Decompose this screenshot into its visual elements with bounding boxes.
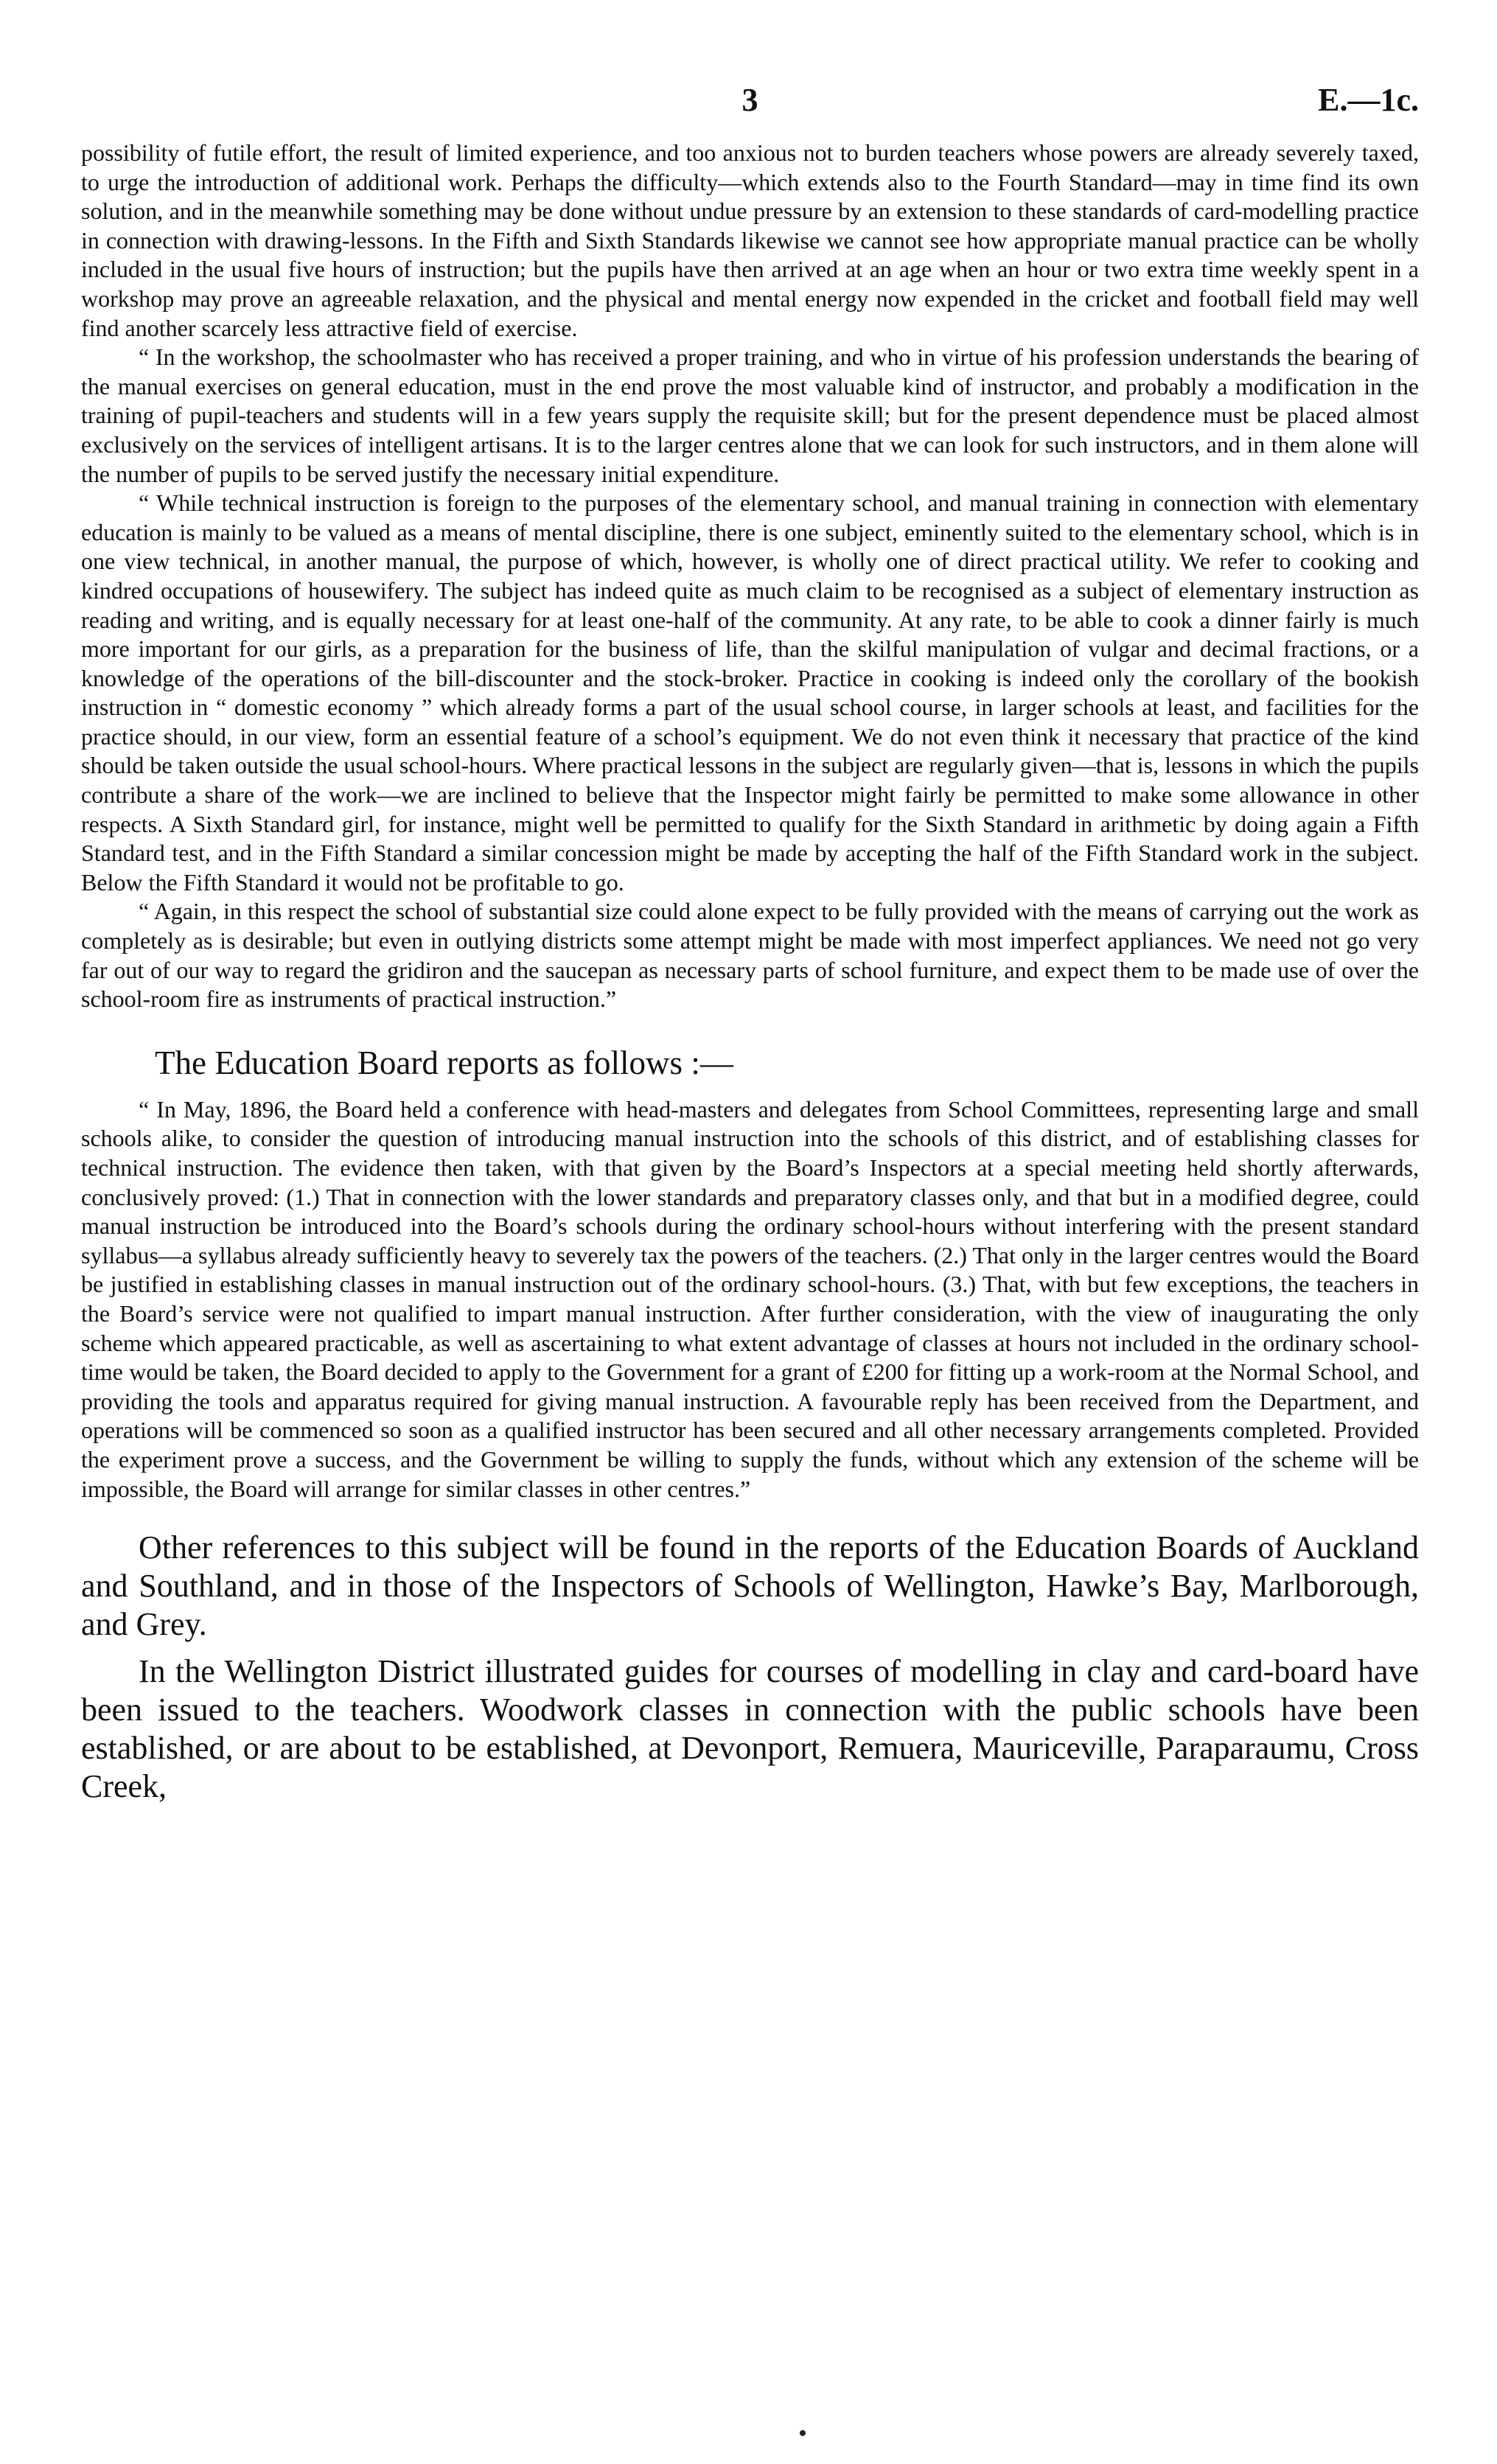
page-body bbox=[81, 139, 1419, 1806]
paragraph: “ In May, 1896, the Board held a conference with head-masters and delegates from School Committees, representing large and small schools alike, to consider the question of introducing manual instruction into the schools of this district, and of establishing classes for technical instruction. The evidence then taken, with that given by the Board’s Inspectors at a special meeting held shortly afterwards, conclusively proved: (1.) That in connection with the lower standards and preparatory classes only, and that but in a modified degree, could manual instruction be introduced into the Board’s schools during the ordinary school-hours without interfering with the present standard syllabus—a syllabus already sufficiently heavy to severely tax the powers of the teachers. (2.) That only in the larger centres would the Board be justified in establishing classes in manual instruction out of the ordinary school-hours. (3.) That, with but few exceptions, the teachers in the Board’s service were not qualified to impart manual instruction. After further consideration, with the view of inaugurating the only scheme which appeared practicable, as well as ascertaining to what extent advantage of classes at hours not included in the ordinary school-time would be taken, the Board decided to apply to the Government for a grant of £200 for fitting up a work-room at the Normal School, and providing the tools and apparatus required for giving manual instruction. A favourable reply has been received from the Department, and operations will be commenced so soon as a qualified instructor has been secured and all other necessary arrangements completed. Provided the experiment prove a success, and the Government be willing to supply the funds, without which any extension of the scheme will be impossible, the Board will arrange for similar classes in other centres.” bbox=[81, 1095, 1419, 1502]
page-number: 3 bbox=[741, 82, 758, 118]
page-header bbox=[81, 81, 1419, 125]
footer-dot bbox=[800, 2430, 806, 2436]
paragraph: “ In the workshop, the schoolmaster who has received a proper training, and who in virtue of his profession understands the bearing of the manual exercises on general education, must in the end prove the most valuable kind of instructor, and probably a modification in the training of pupil-teachers and students will in a few years supply the requisite skill; but for the present dependence must be placed almost exclusively on the services of intelligent artisans. It is to the larger centres alone that we can look for such instructors, and in them alone will the number of pupils to be served justify the necessary initial expenditure. bbox=[81, 343, 1419, 487]
board-report bbox=[81, 1095, 1419, 1504]
paragraph: Other references to this subject will be found in the reports of the Education Boards of Auckland and Southland, and in those of the Inspectors of Schools of Wellington, Hawke’s Bay, Marlborough, and Grey. bbox=[81, 1529, 1419, 1643]
quoted-report-continuation bbox=[81, 139, 1419, 1014]
paragraph: “ While technical instruction is foreign to the purposes of the elementary school, and manual training in connection with elementary education is mainly to be valued as a means of mental discipline, there is one subject, eminently suited to the elementary school, which is in one view technical, in another manual, the purpose of which, however, is wholly one of direct practical utility. We refer to cooking and kindred occupations of housewifery. The subject has indeed quite as much claim to be recognised as a subject of elementary instruction as reading and writing, and is equally necessary for at least one-half of the community. At any rate, to be able to cook a dinner fairly is much more important for our girls, as a preparation for the business of life, than the skilful manipulation of vulgar and decimal fractions, or a knowledge of the operations of the bill-discounter and the stock-broker. Practice in cooking is indeed only the corollary of the bookish instruction in “ domestic economy ” which already forms a part of the usual school course, in larger schools at least, and facilities for the practice should, in our view, form an essential feature of a school’s equipment. We do not even think it necessary that practice of the kind should be taken outside the usual school-hours. Where practical lessons in the subject are regularly given—that is, lessons in which the pupils contribute a share of the work—we are inclined to believe that the Inspector might fairly be permitted to make some allowance in other respects. A Sixth Standard girl, for instance, might well be permitted to qualify for the Sixth Standard in arithmetic by doing again a Fifth Standard test, and in the Fifth Standard a similar concession might be made by accepting the half of the Fifth Standard work in the subject. Below the Fifth Standard it would not be profitable to go. bbox=[81, 489, 1419, 896]
document-code: E.—1c. bbox=[1318, 82, 1419, 118]
paragraph: “ Again, in this respect the school of substantial size could alone expect to be fully provided with the means of carrying out the work as completely as is desirable; but even in outlying districts some attempt might be made with most imperfect appliances. We need not go very far out of our way to regard the gridiron and the saucepan as necessary parts of school furniture, and expect them to be made use of over the school-room fire as instruments of practical instruction.” bbox=[81, 898, 1419, 1013]
closing-text bbox=[81, 1529, 1419, 1806]
paragraph: possibility of futile effort, the result of limited experience, and too anxious not to burden teachers whose powers are already severely taxed, to urge the introduction of additional work. Perhaps the difficulty—which extends also to the Fourth Standard—may in time find its own solution, and in the meanwhile something may be done without undue pressure by an extension to these standards of card-modelling practice in connection with drawing-lessons. In the Fifth and Sixth Standards likewise we cannot see how appropriate manual practice can be wholly included in the usual five hours of instruction; but the pupils have then arrived at an age when an hour or two extra time weekly spent in a workshop may prove an agreeable relaxation, and the physical and mental energy now expended in the cricket and football field may well find another scarcely less attractive field of exercise. bbox=[81, 139, 1419, 341]
section-heading: The Education Board reports as follows :— bbox=[155, 1044, 733, 1081]
paragraph: In the Wellington District illustrated guides for courses of modelling in clay and card-board have been issued to the teachers. Woodwork classes in connection with the public schools have been established, or are about to be established, at Devonport, Remuera, Mauriceville, Paraparaumu, Cross Creek, bbox=[81, 1653, 1419, 1805]
